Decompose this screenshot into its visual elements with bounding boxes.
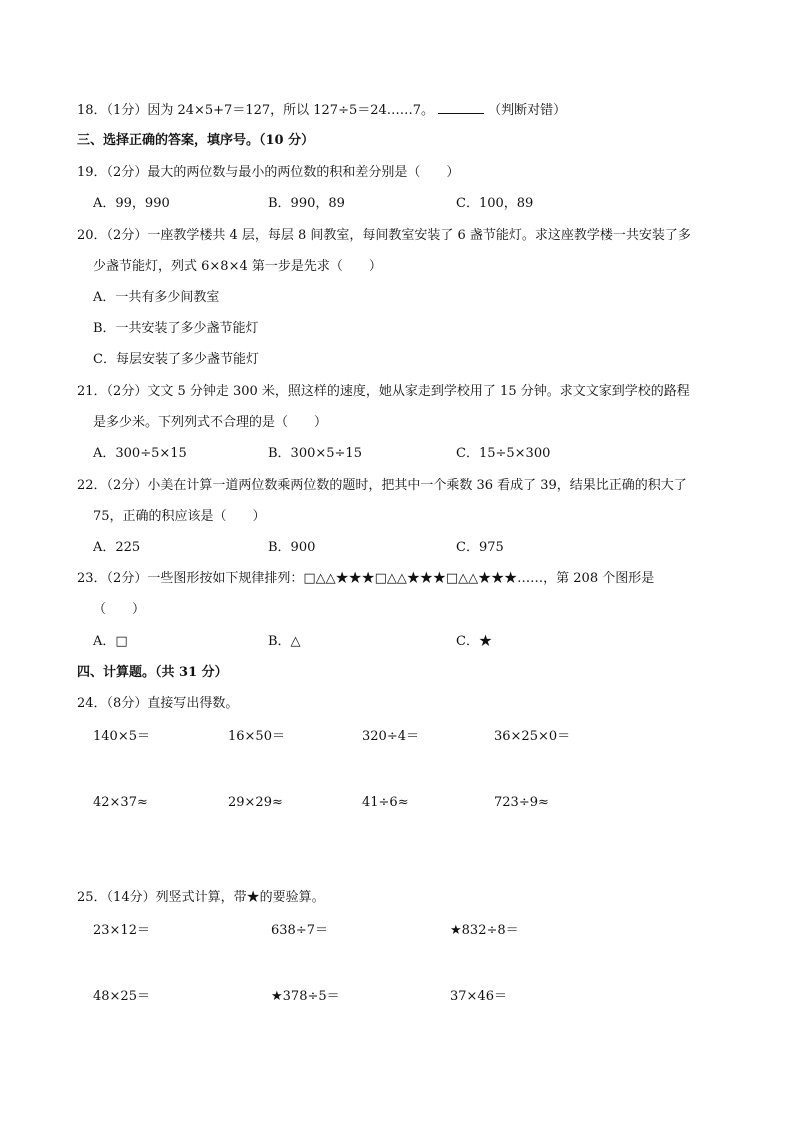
- question-25-stem: 25．（14分）列竖式计算，带★的要验算。: [77, 890, 325, 905]
- question-21-option-c[interactable]: C．15÷5×300: [456, 446, 551, 461]
- question-18: [77, 101, 566, 120]
- question-19-option-a[interactable]: A．99，990: [93, 196, 170, 211]
- question-23-option-c[interactable]: C．★: [456, 634, 492, 649]
- question-22-option-b[interactable]: B．900: [268, 540, 316, 555]
- calc-item: 140×5＝: [93, 729, 150, 744]
- vertical-calc-item: ★378÷5＝: [271, 989, 340, 1004]
- vertical-calc-item: 48×25＝: [93, 989, 150, 1004]
- question-20-option-a[interactable]: A．一共有多少间教室: [93, 290, 220, 305]
- question-18-suffix: （判断对错）: [488, 103, 567, 118]
- vertical-calc-item: 37×46＝: [450, 989, 507, 1004]
- question-22-line-2: 75，正确的积应该是（ ）: [93, 509, 266, 524]
- question-21-option-b[interactable]: B．300×5÷15: [268, 446, 362, 461]
- vertical-calc-item: 638÷7＝: [271, 923, 328, 938]
- calc-item: 29×29≈: [228, 795, 283, 810]
- question-20-option-c[interactable]: C．每层安装了多少盏节能灯: [93, 352, 259, 367]
- calc-item: 42×37≈: [93, 795, 148, 810]
- question-23-line-1: 23．（2分）一些图形按如下规律排列：□△△★★★□△△★★★□△△★★★……，第 208 个图形是: [77, 571, 655, 586]
- question-23-line-2: （ ）: [93, 602, 146, 617]
- question-18-text: 18．（1分）因为 24×5+7＝127，所以 127÷5＝24……7。: [77, 103, 435, 118]
- question-20-option-b[interactable]: B．一共安装了多少盏节能灯: [93, 321, 259, 336]
- question-19-option-b[interactable]: B．990，89: [268, 196, 345, 211]
- question-23-option-b[interactable]: B．△: [268, 634, 301, 649]
- question-20-line-1: 20．（2分）一座教学楼共 4 层，每层 8 间教室，每间教室安装了 6 盏节能灯。求这座教学楼一共安装了多: [77, 228, 691, 243]
- vertical-calc-item: 23×12＝: [93, 923, 150, 938]
- question-21-line-2: 是多少米。下列列式不合理的是（ ）: [93, 415, 328, 430]
- vertical-calc-item: ★832÷8＝: [450, 923, 519, 938]
- section-3-heading: 三、选择正确的答案，填序号。（10 分）: [77, 133, 315, 148]
- question-22-option-a[interactable]: A．225: [93, 540, 141, 555]
- question-22-line-1: 22．（2分）小美在计算一道两位数乘两位数的题时，把其中一个乘数 36 看成了 39，结果比正确的积大了: [77, 478, 687, 493]
- question-23-option-a[interactable]: A．□: [93, 634, 128, 649]
- calc-item: 41÷6≈: [362, 795, 409, 810]
- calc-item: 16×50＝: [228, 729, 285, 744]
- calc-item: 36×25×0＝: [494, 729, 571, 744]
- question-20-line-2: 少盏节能灯，列式 6×8×4 第一步是先求（ ）: [93, 259, 382, 274]
- question-24-stem: 24．（8分）直接写出得数。: [77, 696, 239, 711]
- question-21-line-1: 21．（2分）文文 5 分钟走 300 米，照这样的速度，她从家走到学校用了 15 分钟。求文文家到学校的路程: [77, 384, 690, 399]
- question-19-option-c[interactable]: C．100，89: [456, 196, 534, 211]
- section-4-heading: 四、计算题。（共 31 分）: [77, 665, 228, 680]
- question-22-option-c[interactable]: C．975: [456, 540, 504, 555]
- question-19-stem: 19．（2分）最大的两位数与最小的两位数的积和差分别是（ ）: [77, 165, 460, 180]
- calc-item: 723÷9≈: [494, 795, 549, 810]
- answer-blank[interactable]: [438, 101, 484, 114]
- question-21-option-a[interactable]: A．300÷5×15: [93, 446, 187, 461]
- calc-item: 320÷4＝: [362, 729, 419, 744]
